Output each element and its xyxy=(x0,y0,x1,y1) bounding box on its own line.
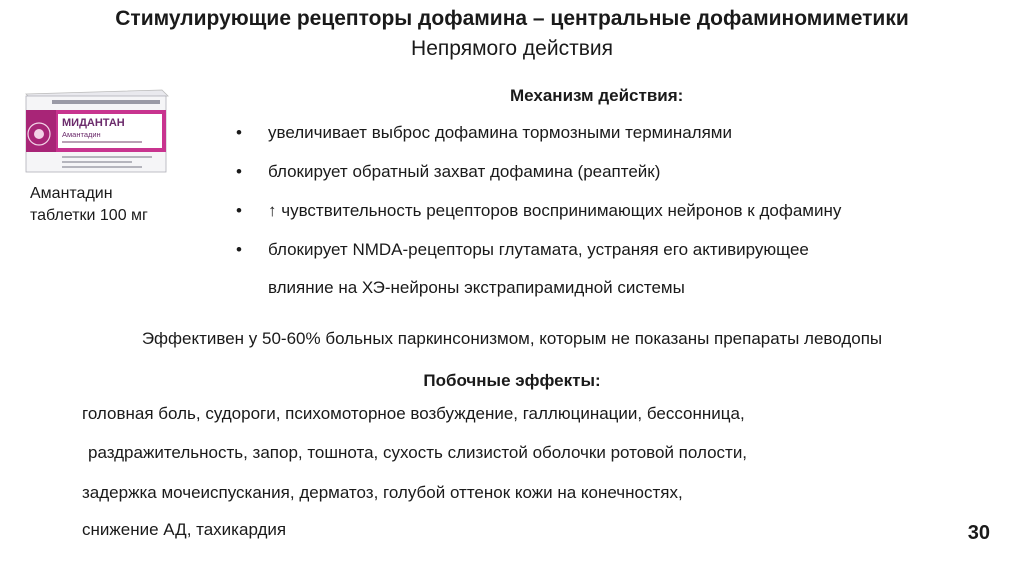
caption-line-2: таблетки 100 мг xyxy=(30,207,148,224)
side-effects-line-4: снижение АД, тахикардия xyxy=(82,520,287,539)
drug-package-image xyxy=(22,86,170,178)
list-item-continuation: влияние на ХЭ-нейроны экстрапирамидной системы xyxy=(268,278,685,297)
bullet-icon: • xyxy=(236,240,242,259)
package-caption xyxy=(30,183,148,227)
list-item-text: увеличивает выброс дофамина тормозными терминалями xyxy=(268,123,732,142)
side-effects-line-2: раздражительность, запор, тошнота, сухость слизистой оболочки ротовой полости, xyxy=(88,443,748,462)
caption-line-1: Амантадин xyxy=(30,185,113,202)
bullet-icon: • xyxy=(236,201,242,220)
page-number: 30 xyxy=(967,522,990,544)
list-item xyxy=(236,121,1006,144)
list-item xyxy=(236,160,1006,183)
list-item-text: блокирует обратный захват дофамина (реаптейк) xyxy=(268,162,661,181)
package-brand: МИДАНТАН xyxy=(62,117,125,129)
bullet-icon: • xyxy=(236,123,242,142)
mechanism-heading: Механизм действия: xyxy=(510,86,684,105)
side-effects-line-1: головная боль, судороги, психомоторное возбуждение, галлюцинации, бессонница, xyxy=(82,404,745,423)
side-effects-line-3: задержка мочеиспускания, дерматоз, голубой оттенок кожи на конечностях, xyxy=(82,483,683,502)
mechanism-list xyxy=(236,121,1006,315)
list-item-text: блокирует NMDA-рецепторы глутамата, устраняя его активирующее xyxy=(268,240,809,259)
list-item xyxy=(236,238,1006,299)
package-illustration xyxy=(22,86,170,178)
list-item-text: ↑ чувствительность рецепторов воспринимающих нейронов к дофамину xyxy=(268,201,842,220)
slide-title: Стимулирующие рецепторы дофамина – центральные дофаминомиметики xyxy=(115,7,909,30)
slide-subtitle: Непрямого действия xyxy=(411,37,613,60)
bullet-icon: • xyxy=(236,162,242,181)
effectiveness-statement: Эффективен у 50-60% больных паркинсонизмом, которым не показаны препараты леводопы xyxy=(141,329,883,348)
side-effects-heading: Побочные эффекты: xyxy=(423,371,601,390)
list-item xyxy=(236,199,1006,222)
package-generic: Амантадин xyxy=(62,130,101,139)
